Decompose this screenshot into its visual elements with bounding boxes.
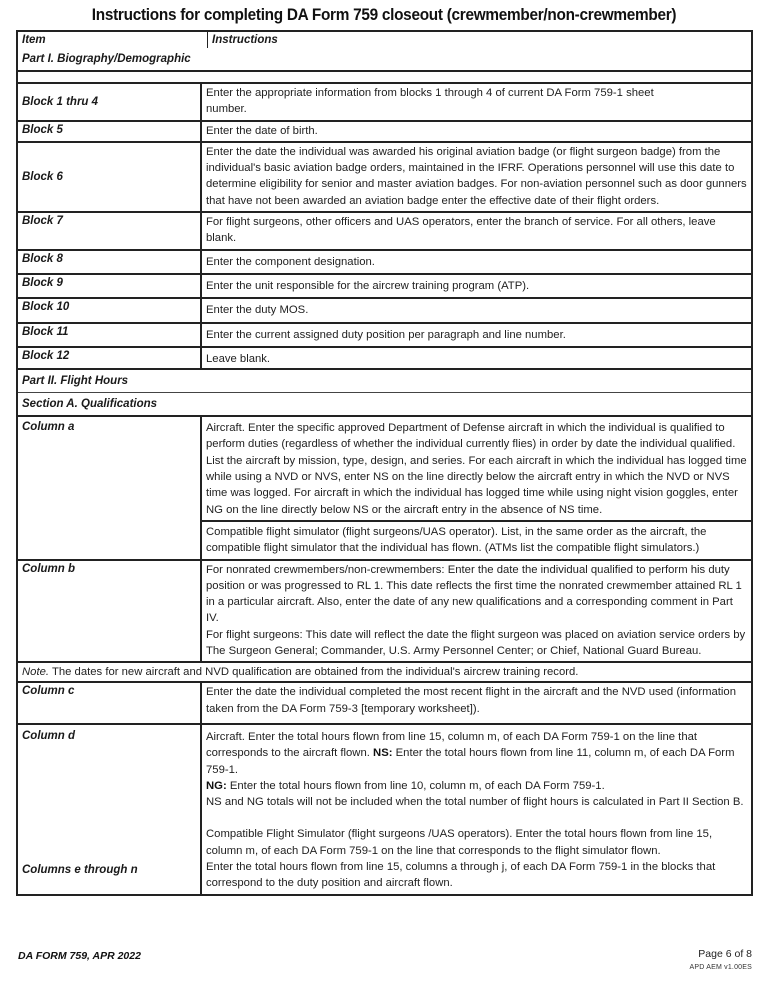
instruction-cell-simulator: Compatible flight simulator (flight surgeons/UAS operator). List, in the same order as the aircraft, the compatible flight simulator that the individual has flown. (ATMs list the compatible flight simulators.) [202,520,751,559]
instruction-text-aircraft [206,729,747,778]
page-number: Page 6 of 8 [698,948,752,960]
spacer [206,810,747,826]
note-body: The dates for new aircraft and NVD qualification are obtained from the individual's aircrew training record. [49,666,579,679]
version-label: APD AEM v1.00ES [689,964,752,971]
item-cell: Block 8 [18,251,202,273]
instruction-cell: Enter the duty MOS. [206,304,309,317]
item-cell: Column c [18,683,202,723]
table-row-column-c [18,681,751,723]
item-cell: Block 10 [18,299,202,321]
table-row [18,297,751,321]
instructions-table [16,30,753,896]
table-row-column-d [18,723,751,894]
item-cell: Block 5 [18,122,202,141]
instruction-text-columns-e-n: Enter the total hours flown from line 15, columns a through j, of each DA Form 759-1 in the blocks that correspond to the duty position and aircraft flown. [206,860,716,890]
table-row [18,141,751,211]
blank-row [18,70,751,82]
item-cell: Block 9 [18,275,202,297]
header-item-label: Item [18,32,208,48]
instruction-text-totals: NS and NG totals will not be included when the total number of flight hours is calculated in Part II Section B. [206,796,744,809]
part2-heading-row [18,368,751,392]
page-title: Instructions for completing DA Form 759 closeout (crewmember/non-crewmember) [91,6,677,24]
table-row [18,346,751,368]
instruction-cell: Leave blank. [206,352,271,365]
item-cell: Block 7 [18,213,202,249]
instruction-cell: For flight surgeons, other officers and UAS operators, enter the branch of service. For all others, leave blank. [206,216,716,245]
instruction-cell: Enter the date the individual completed the most recent flight in the aircraft and the NVD used (information taken from the DA Form 759-3 [temporary worksheet]). [206,686,736,715]
form-id: DA FORM 759, APR 2022 [18,950,141,962]
part1-heading: Part I. Biography/Demographic [22,53,191,65]
table-row [18,82,751,120]
item-cell: Column a [18,417,202,558]
note-row [18,661,751,681]
ng-text: Enter the total hours flown from line 10, column m, of each DA Form 759-1. [226,779,605,792]
item-cell-stack [18,725,202,894]
table-row-column-a [18,415,751,558]
instruction-cell: Enter the appropriate information from blocks 1 through 4 of current DA Form 759-1 sheet number. [206,87,654,116]
table-row-column-b [18,559,751,662]
instruction-text-simulator: Compatible Flight Simulator (flight surgeons /UAS operators). Enter the total hours flown from line 15, column m, of each DA Form 759-1 on the line that corresponds to the flight simulator flown. [206,828,713,857]
item-cell: Columns e through n [22,863,138,876]
instruction-text-flight-surgeons: For flight surgeons: This date will reflect the date the flight surgeon was placed on aviation service orders by The Surgeon General; Commander, U.S. Army Personnel Center; or Chief, National Guard Bureau. [206,628,746,658]
item-cell: Column d [22,729,76,742]
instruction-cell [202,561,751,662]
sectionA-heading-row [18,392,751,415]
instruction-cell: Enter the current assigned duty position per paragraph and line number. [206,328,566,341]
ng-label: NG: [206,779,227,792]
table-row [18,322,751,346]
header-instructions-label: Instructions [212,34,278,46]
instruction-cell: Enter the date of birth. [206,124,318,137]
table-row [18,249,751,273]
instruction-cell [202,725,751,894]
item-cell: Block 6 [18,143,202,211]
instruction-cell: Enter the date the individual was awarded his original aviation badge (or flight surgeon badge) from the individual's basic aviation badge orders, maintained in the IFRF. Operations personnel will use this date to determine eligibility for senior and master aviation badges. For non-aviation personnel such as door gunners that have not been awarded an aviation badge enter the effective date of their flight orders. [206,145,747,207]
item-cell: Column b [18,561,202,662]
instruction-text-ng [206,778,747,794]
instruction-cell: Enter the unit responsible for the aircrew training program (ATP). [206,279,530,292]
note-label: Note. [22,666,50,679]
part1-heading-row [18,48,751,70]
instruction-text-nonrated: For nonrated crewmembers/non-crewmembers: Enter the date the individual qualified to perform his duty position or was progressed to RL 1. This date reflects the first time the nonrated crewmember attained RL 1 in a particular aircraft. Also, enter the date of any new qualifications and a corresponding comment in Part IV. [206,563,742,625]
table-row [18,273,751,297]
table-header [18,32,751,48]
ns-label: NS: [373,747,393,760]
item-cell: Block 12 [18,348,202,368]
item-cell: Block 11 [18,324,202,346]
instruction-stack [202,417,751,558]
instruction-cell-aircraft: Aircraft. Enter the specific approved Department of Defense aircraft in which the individual is qualified to perform duties (regardless of whether the individual currently flies) in order by date the individual qualified. List the aircraft by mission, type, design, and series. For each aircraft in which the individual has logged time while using a NVD or NVS, enter NS on the line directly below the aircraft entry in which the NVD or NVS time was logged. For aircraft in which the individual has logged time while using night vision goggles, enter NG on the line directly below NS or the aircraft entry in the absence of NS time. [206,422,747,516]
item-cell: Block 1 thru 4 [18,84,202,120]
ns-text: Enter the total hours flown from line 11, column m, of each DA Form 759-1. [206,747,735,776]
note-text [18,663,751,681]
table-row [18,120,751,141]
instruction-cell: Enter the component designation. [206,255,375,268]
table-row [18,211,751,249]
aircraft-text: Aircraft. Enter the total hours flown from line 15, column m, of each DA Form 759-1 on the line that corresponds to the aircraft flown. [206,730,698,760]
part2-heading: Part II. Flight Hours [22,375,129,388]
sectionA-heading: Section A. Qualifications [22,398,158,411]
